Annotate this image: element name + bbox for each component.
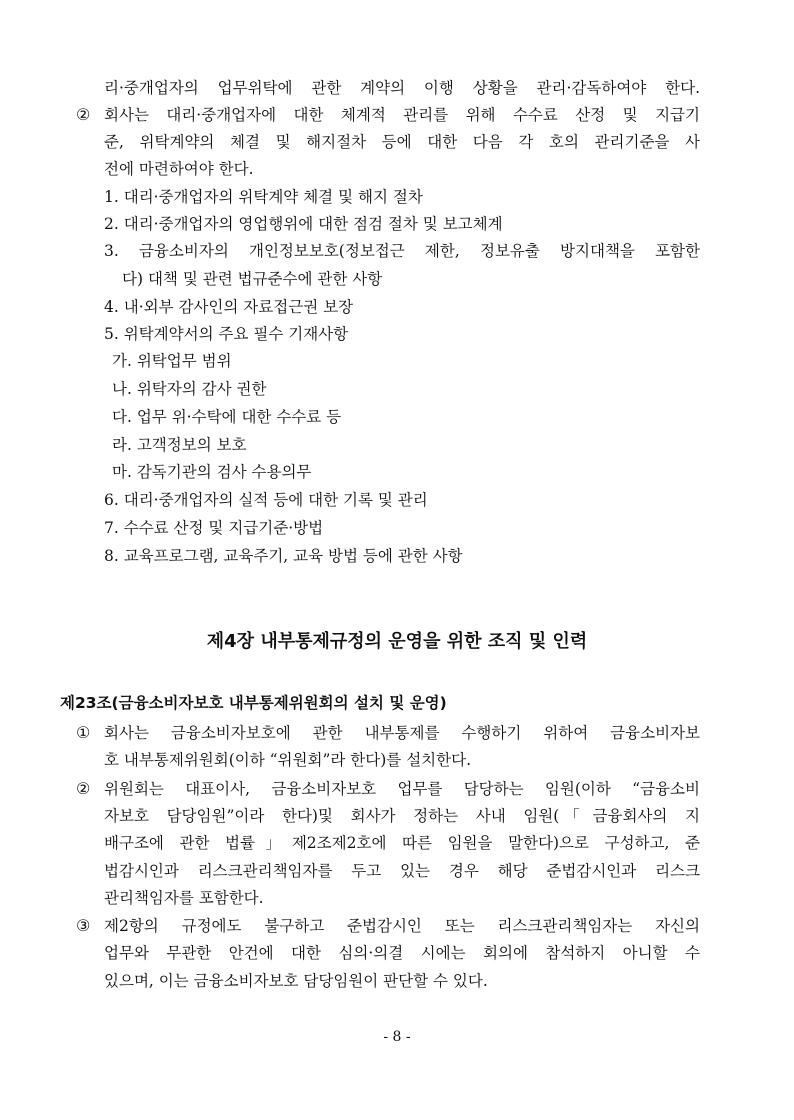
list-item: 다. 업무 위·수탁에 대한 수수료 등 [112,408,342,426]
clause-marker: ② [76,105,91,124]
text-line: 있으며, 이는 금융소비자보호 담당임원이 판단할 수 있다. [104,972,488,990]
list-item: 가. 위탁업무 범위 [112,352,232,370]
chapter-title: 제4장 내부통제규정의 운영을 위한 조직 및 인력 [206,631,588,652]
text-line: 준, 위탁계약의 체결 및 해지절차 등에 대한 다음 각 호의 관리기준을 사 [104,133,700,151]
text-line: 자보호 담당임원”이라 한다)및 회사가 정하는 사내 임원(「금융회사의 지 [104,807,700,825]
list-item: 라. 고객정보의 보호 [112,436,247,454]
text-line: 리·중개업자의 업무위탁에 관한 계약의 이행 상황을 관리·감독하여야 한다. [104,79,700,97]
list-item: 4. 내·외부 감사인의 자료접근권 보장 [104,298,354,316]
clause-marker: ③ [76,916,91,935]
text-line: 배구조에 관한 법률」제2조제2호에 따른 임원을 말한다)으로 구성하고, 준 [104,834,700,852]
list-item: 5. 위탁계약서의 주요 필수 기재사항 [104,325,349,343]
text-line: 관리책임자를 포함한다. [104,889,264,907]
list-item: 8. 교육프로그램, 교육주기, 교육 방법 등에 관한 사항 [104,547,463,565]
text-line: 업무와 무관한 안건에 대한 심의·의결 시에는 회의에 참석하지 아니할 수 [104,944,700,962]
text-line: 전에 마련하여야 한다. [104,160,254,178]
text-line: 법감시인과 리스크관리책임자를 두고 있는 경우 해당 준법감시인과 리스크 [104,862,700,880]
list-item: 7. 수수료 산정 및 지급기준·방법 [104,519,324,537]
list-item: 다) 대책 및 관련 법규준수에 관한 사항 [122,270,383,288]
clause-marker: ② [76,779,91,798]
list-item: 나. 위탁자의 감사 권한 [112,380,267,398]
clause-marker: ① [76,723,91,742]
text-line: 호 내부통제위원회(이하 “위원회”라 한다)를 설치한다. [104,751,472,769]
list-item: 1. 대리·중개업자의 위탁계약 체결 및 해지 절차 [104,188,423,206]
list-item: 3. 금융소비자의 개인정보보호(정보접근 제한, 정보유출 방지대책을 포함한 [104,242,700,260]
text-line: 위원회는 대표이사, 금융소비자보호 업무를 담당하는 임원(이하 “금융소비 [104,780,700,798]
text-line: 제2항의 규정에도 불구하고 준법감시인 또는 리스크관리책임자는 자신의 [104,917,700,935]
list-item: 마. 감독기관의 검사 수용의무 [112,463,312,481]
page-number: - 8 - [383,1029,411,1045]
article-title: 제23조(금융소비자보호 내부통제위원회의 설치 및 운영) [60,694,447,712]
list-item: 6. 대리·중개업자의 실적 등에 대한 기록 및 관리 [104,491,428,509]
text-line: 회사는 대리·중개업자에 대한 체계적 관리를 위해 수수료 산정 및 지급기 [104,106,700,124]
list-item: 2. 대리·중개업자의 영업행위에 대한 점검 절차 및 보고체계 [104,215,503,233]
text-line: 회사는 금융소비자보호에 관한 내부통제를 수행하기 위하여 금융소비자보 [104,724,700,742]
